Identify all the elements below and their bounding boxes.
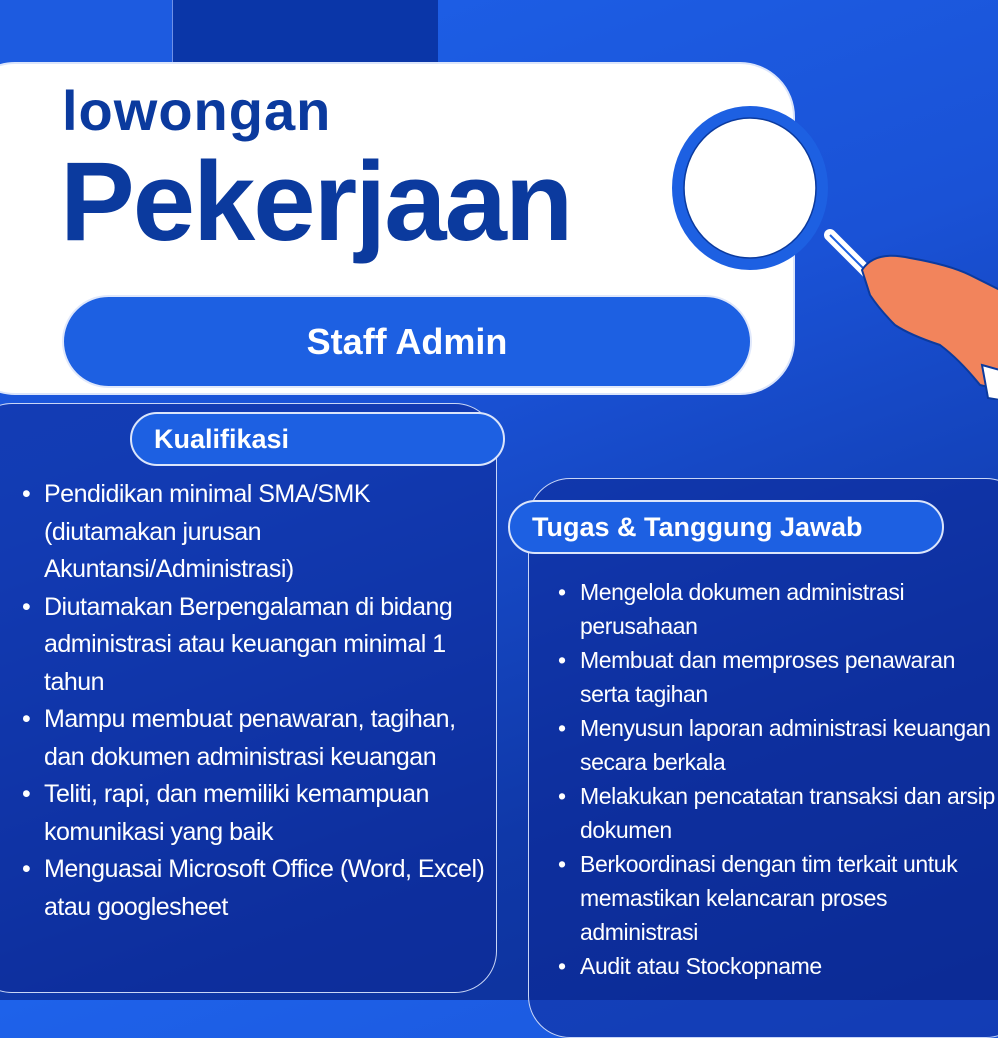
list-item: • Diutamakan Berpengalaman di bidang administrasi atau keuangan minimal 1 tahun [22,589,492,702]
duties-list [558,575,998,983]
duties-heading: Tugas & Tanggung Jawab [508,500,944,554]
list-item: • Pendidikan minimal SMA/SMK (diutamakan jurusan Akuntansi/Administrasi) [22,476,492,589]
qualifications-heading: Kualifikasi [130,412,505,466]
list-item: • Berkoordinasi dengan tim terkait untuk memastikan kelancaran proses administrasi [558,847,998,949]
list-item: • Mampu membuat penawaran, tagihan, dan dokumen administrasi keuangan [22,701,492,776]
list-item: • Mengelola dokumen administrasi perusahaan [558,575,998,643]
list-item: • Audit atau Stockopname [558,949,998,983]
title-lowongan: lowongan [62,79,332,142]
list-item: • Melakukan pencatatan transaksi dan arsip dokumen [558,779,998,847]
qualifications-list [22,476,492,926]
list-item: • Menyusun laporan administrasi keuangan secara berkala [558,711,998,779]
position-badge: Staff Admin [62,295,752,388]
title-pekerjaan: Pekerjaan [60,139,572,264]
magnifier-hand-icon [670,100,998,400]
list-item: • Menguasai Microsoft Office (Word, Excel) atau googlesheet [22,851,492,926]
decor-block [0,0,172,70]
decor-block [172,0,438,70]
list-item: • Teliti, rapi, dan memiliki kemampuan komunikasi yang baik [22,776,492,851]
list-item: • Membuat dan memproses penawaran serta tagihan [558,643,998,711]
